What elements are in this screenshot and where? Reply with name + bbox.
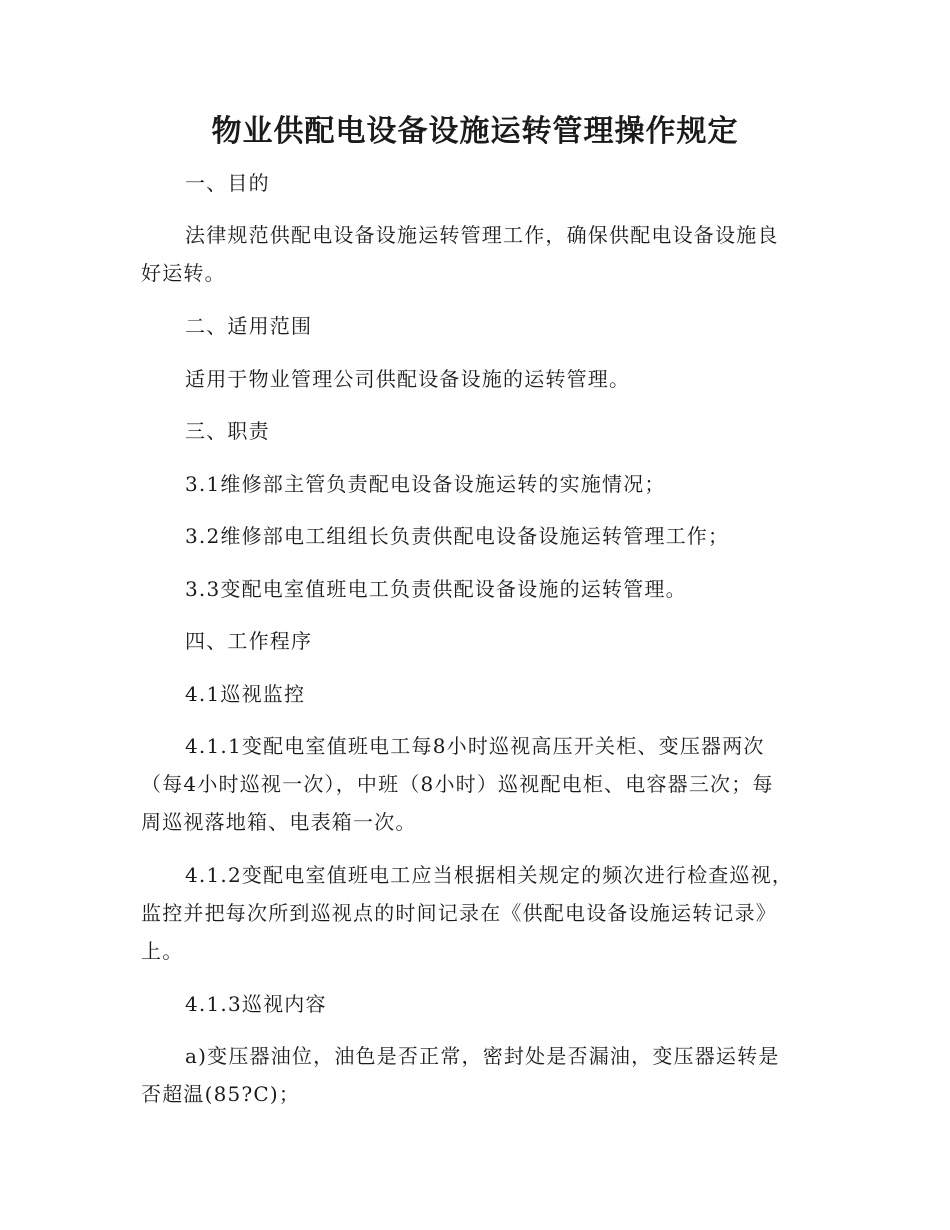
paragraph-line: 3.2维修部电工组组长负责供配电设备设施运转管理工作； (185, 524, 730, 548)
paragraph-line: 法律规范供配电设备设施运转管理工作，确保供配电设备设施良 (185, 223, 779, 247)
paragraph-line: 监控并把每次所到巡视点的时间记录在《供配电设备设施运转记录》 (141, 901, 777, 925)
section-heading-responsibilities: 三、职责 (185, 419, 270, 443)
paragraph-line: 3.3变配电室值班电工负责供配设备设施的运转管理。 (185, 577, 687, 601)
subsection-heading: 4.1.3巡视内容 (185, 992, 327, 1016)
paragraph-line: 适用于物业管理公司供配设备设施的运转管理。 (185, 367, 631, 391)
paragraph-line: 周巡视落地箱、电表箱一次。 (141, 810, 417, 834)
paragraph-line: a)变压器油位，油色是否正常，密封处是否漏油，变压器运转是 (185, 1044, 780, 1068)
subsection-heading: 4.1巡视监控 (185, 682, 306, 706)
paragraph-line: 3.1维修部主管负责配电设备设施运转的实施情况； (185, 472, 666, 496)
paragraph-line: 否超温(85?C)； (141, 1082, 301, 1106)
paragraph-line: （每4小时巡视一次），中班（8小时）巡视配电柜、电容器三次；每 (141, 772, 774, 796)
paragraph-line: 4.1.1变配电室值班电工每8小时巡视高压开关柜、变压器两次 (185, 734, 765, 758)
paragraph-line: 好运转。 (141, 261, 226, 285)
section-heading-procedure: 四、工作程序 (185, 629, 313, 653)
document-title: 物业供配电设备设施运转管理操作规定 (211, 114, 739, 149)
paragraph-line: 上。 (141, 939, 184, 963)
section-heading-scope: 二、适用范围 (185, 314, 313, 338)
section-heading-purpose: 一、目的 (185, 171, 270, 195)
paragraph-line: 4.1.2变配电室值班电工应当根据相关规定的频次进行检查巡视， (185, 863, 794, 887)
